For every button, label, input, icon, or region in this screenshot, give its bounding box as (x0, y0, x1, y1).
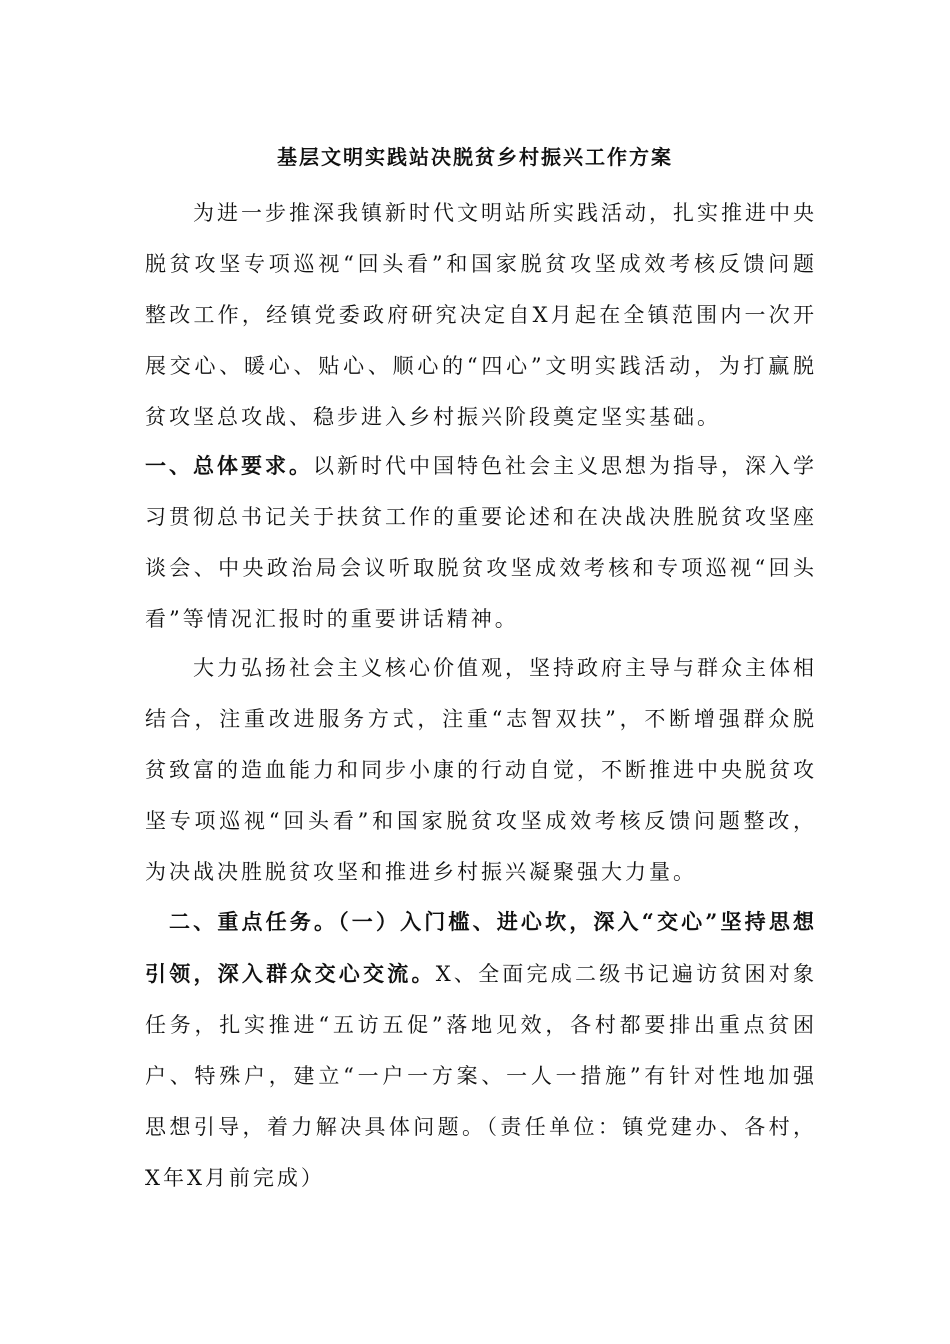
section-1-body: 以新时代中国特色社会主义思想为指导，深入学习贯彻总书记关于扶贫工作的重要论述和在决战决胜脱贫攻坚座谈会、中央政治局会议听取脱贫攻坚成效考核和专项巡视“回头看”等情况汇报时的重要讲话精神。 (145, 454, 817, 631)
section-1-heading: 一、总体要求。 (145, 453, 313, 478)
document-title: 基层文明实践站决脱贫乡村振兴工作方案 (277, 145, 673, 169)
section-1-paragraph (145, 440, 817, 645)
paragraph-3: 大力弘扬社会主义核心价值观，坚持政府主导与群众主体相结合，注重改进服务方式，注重“志智双扶”，不断增强群众脱贫致富的造血能力和同步小康的行动自觉，不断推进中央脱贫攻坚专项巡视“回头看”和国家脱贫攻坚成效考核反馈问题整改，为决战决胜脱贫攻坚和推进乡村振兴凝聚强大力量。 (145, 656, 817, 884)
section-2-heading: 二、重点任务。（一）入门槛、进心坎，深入“交心”坚持思想引领，深入群众交心交流。 (145, 909, 817, 986)
section-2-paragraph (145, 896, 817, 1204)
intro-paragraph: 为进一步推深我镇新时代文明站所实践活动，扎实推进中央脱贫攻坚专项巡视“回头看”和国家脱贫攻坚成效考核反馈问题整改工作，经镇党委政府研究决定自X月起在全镇范围内一次开展交心、暖心、贴心、顺心的“四心”文明实践活动，为打赢脱贫攻坚总攻战、稳步进入乡村振兴阶段奠定坚实基础。 (145, 201, 817, 429)
section-2-body: X、全面完成二级书记遍访贫困对象任务，扎实推进“五访五促”落地见效，各村都要排出重点贫困户、特殊户，建立“一户一方案、一人一措施”有针对性地加强思想引导，着力解决具体问题。（责任单位：镇党建办、各村，X年X月前完成） (145, 962, 817, 1190)
